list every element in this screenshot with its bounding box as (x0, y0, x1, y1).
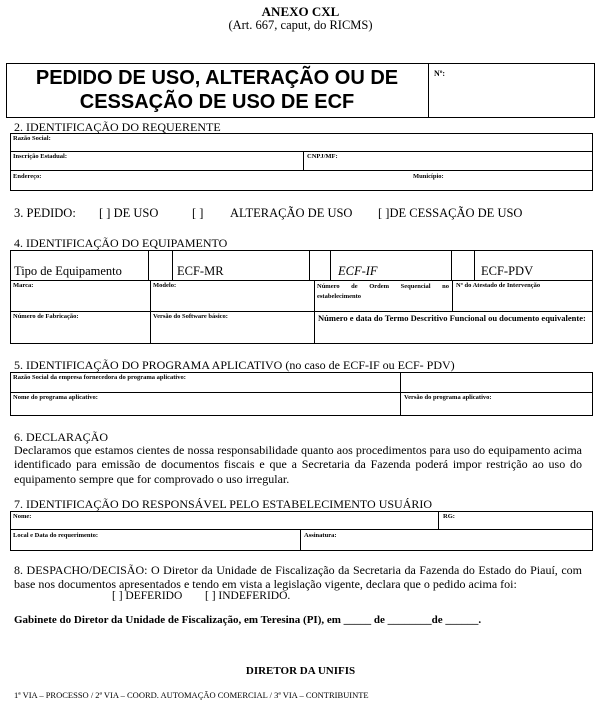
pedido-option-cessacao[interactable]: [ ]DE CESSAÇÃO DE USO (378, 206, 523, 220)
numero-fabricacao-label: Número de Fabricação: (13, 313, 79, 320)
rg-label: RG: (443, 513, 455, 520)
ecf-mr-option[interactable]: ECF-MR (177, 264, 224, 278)
pedido-label: 3. PEDIDO: (14, 206, 76, 220)
section-7-heading: 7. IDENTIFICAÇÃO DO RESPONSÁVEL PELO ESTABELECIMENTO USUÁRIO (14, 497, 433, 511)
gabinete-text: Gabinete do Diretor da Unidade de Fiscalização, em Teresina (PI), em _____ de ________de ______. (14, 614, 482, 626)
modelo-label: Modelo: (153, 282, 177, 289)
fornecedora-label: Razão Social da empresa fornecedora do programa aplicativo: (13, 374, 186, 381)
indeferido-option[interactable]: [ ] INDEFERIDO. (205, 590, 291, 602)
despacho-text: 8. DESPACHO/DECISÃO: O Diretor da Unidade de Fiscalização da Secretaria da Fazenda do Estado do Piauí, com base nos documentos apresentados e tendo em vista a legislação vigente, declara que o pedido acima foi: (14, 563, 582, 592)
cnpj-label: CNPJ/MF: (307, 153, 338, 160)
form-title-line2: CESSAÇÃO DE USO DE ECF (79, 91, 355, 113)
deferido-option[interactable]: [ ] DEFERIDO (112, 590, 183, 602)
razao-social-label: Razão Social: (13, 135, 51, 142)
form-title-line1: PEDIDO DE USO, ALTERAÇÃO OU DE (35, 67, 399, 89)
section-5-heading: 5. IDENTIFICAÇÃO DO PROGRAMA APLICATIVO (no caso de ECF-IF ou ECF- PDV) (14, 358, 455, 372)
section-4-heading: 4. IDENTIFICAÇÃO DO EQUIPAMENTO (14, 236, 228, 250)
pedido-option-alteracao-box[interactable]: [ ] (192, 206, 204, 220)
software-basico-label: Versão do Software básico: (153, 313, 228, 320)
municipio-label: Município: (413, 173, 444, 180)
annex-subtitle: (Art. 667, caput, do RICMS) (228, 18, 373, 32)
section-2-box (10, 133, 593, 191)
endereco-label: Endereço: (13, 173, 42, 180)
ecf-pdv-option[interactable]: ECF-PDV (481, 264, 534, 278)
local-data-label: Local e Data do requerimento: (13, 532, 99, 539)
declaracao-text: Declaramos que estamos cientes de nossa responsabilidade quanto aos procedimentos para uso do equipamento acima identificado para emissão de documentos fiscais e que a Secretaria da Fazenda poderá impor restrição ao uso do equipamento sempre que for comprovado o uso irregular. (14, 443, 582, 486)
pedido-option-alteracao-label: ALTERAÇÃO DE USO (230, 206, 353, 220)
numero-ordem-label: Número de Ordem Sequencial no estabelecimento (317, 283, 449, 300)
nome-label: Nome: (13, 513, 32, 520)
number-label: Nº: (434, 69, 446, 78)
vias-footer: 1ª VIA – PROCESSO / 2ª VIA – COORD. AUTOMAÇÃO COMERCIAL / 3ª VIA – CONTRIBUINTE (14, 690, 369, 700)
atestado-label: Nº do Atestado de Intervenção (456, 282, 541, 289)
termo-descritivo-label: Número e data do Termo Descritivo Funcional ou documento equivalente: (318, 313, 586, 323)
ecf-if-option[interactable]: ECF-IF (338, 264, 378, 278)
tipo-equipamento-label: Tipo de Equipamento (14, 264, 122, 278)
section-6-heading: 6. DECLARAÇÃO (14, 430, 109, 444)
marca-label: Marca: (13, 282, 34, 289)
section-2-heading: 2. IDENTIFICAÇÃO DO REQUERENTE (14, 120, 221, 134)
section-7-box (10, 511, 593, 551)
assinatura-label: Assinatura: (304, 532, 337, 539)
annex-title: ANEXO CXL (261, 4, 340, 19)
pedido-option-uso[interactable]: [ ] DE USO (99, 206, 159, 220)
inscricao-estadual-label: Inscrição Estadual: (13, 153, 67, 160)
nome-programa-label: Nome do programa aplicativo: (13, 394, 98, 401)
diretor-signature-label: DIRETOR DA UNIFIS (245, 665, 356, 677)
versao-programa-label: Versão do programa aplicativo: (404, 394, 492, 401)
